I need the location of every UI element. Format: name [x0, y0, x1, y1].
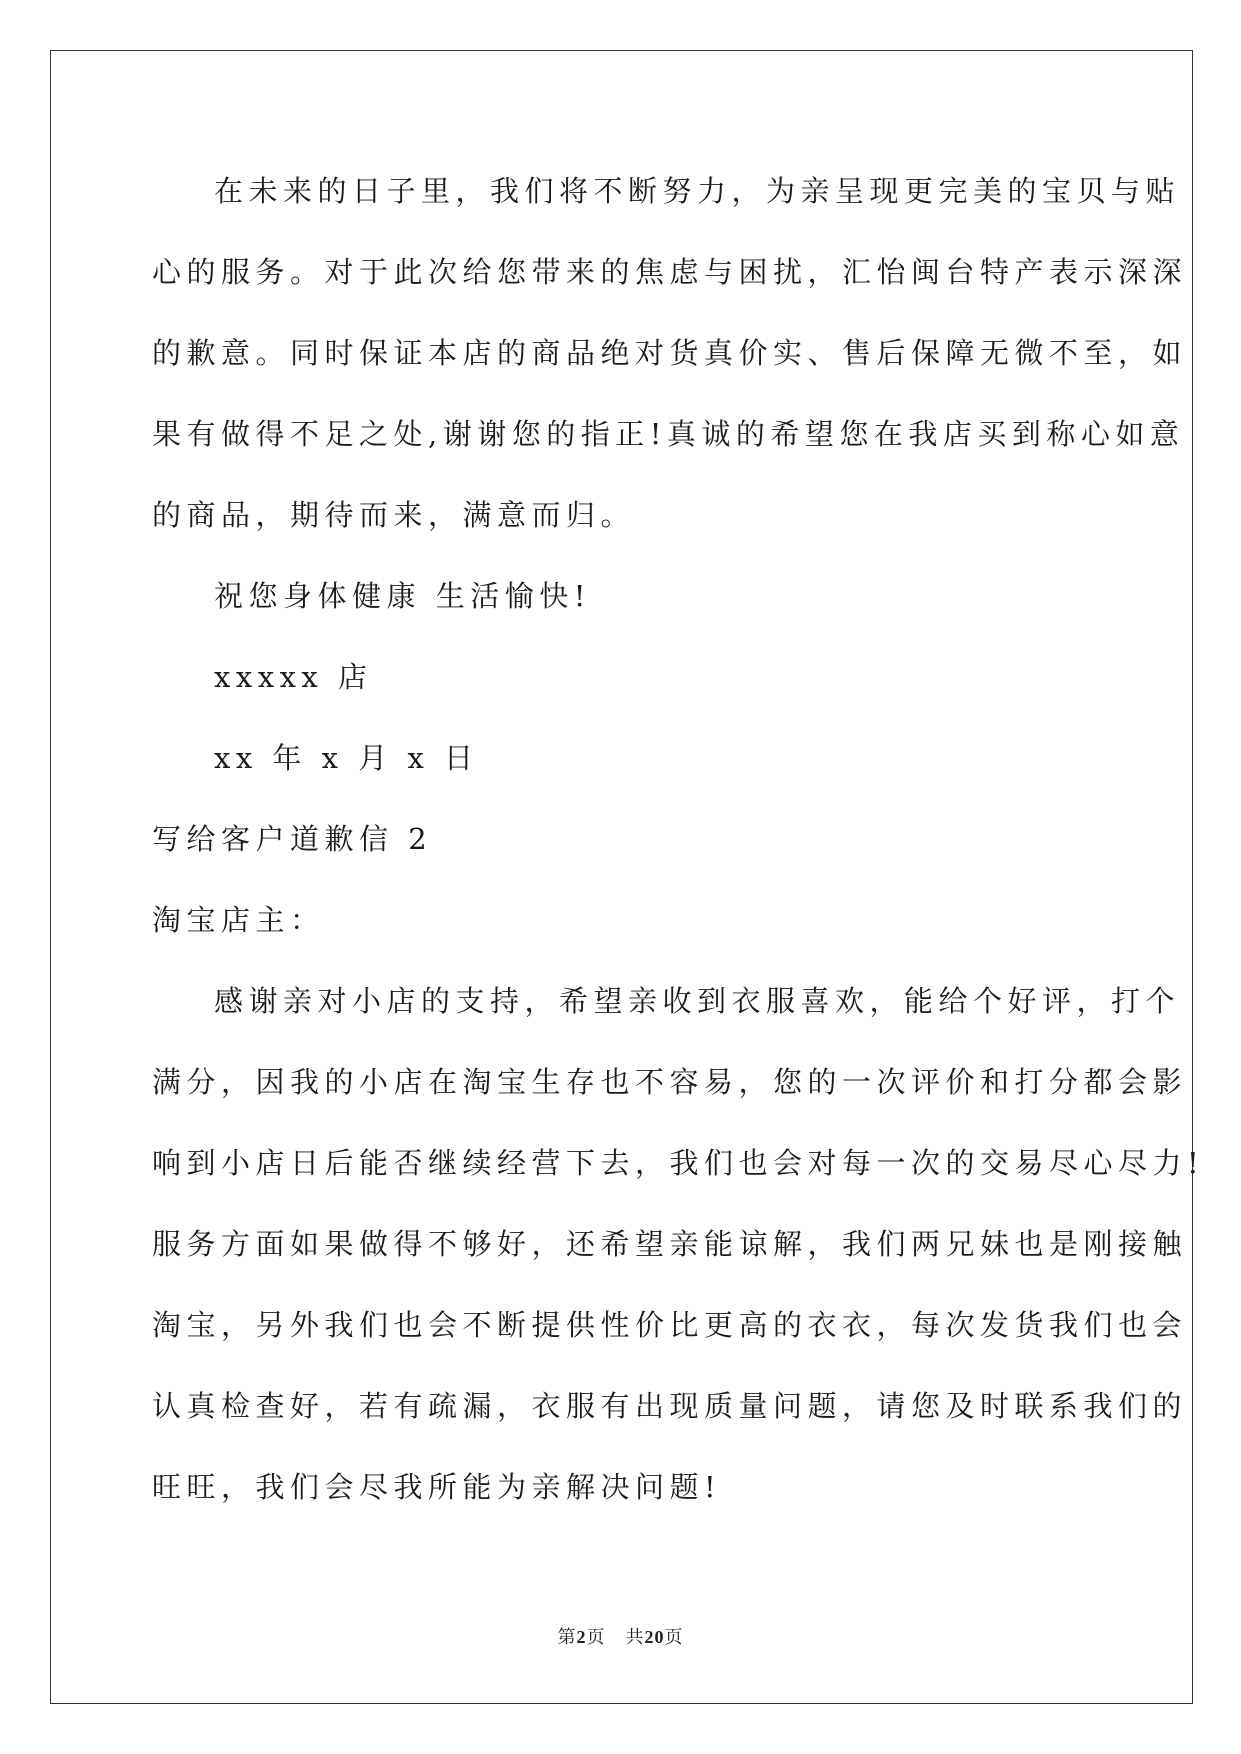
- paragraph-1-line-1: 在未来的日子里，我们将不断努力，为亲呈现更完美的宝贝与贴: [214, 174, 1181, 208]
- page-footer: [0, 1625, 1241, 1650]
- paragraph-2-line-4: 服务方面如果做得不够好，还希望亲能谅解，我们两兄妹也是刚接触: [152, 1227, 1188, 1261]
- paragraph-1-line-4: 果有做得不足之处,谢谢您的指正!真诚的希望您在我店买到称心如意: [152, 417, 1185, 451]
- total-pages: 20: [644, 1627, 665, 1647]
- page-suffix: 页: [586, 1627, 606, 1648]
- paragraph-1-line-5: 的商品，期待而来，满意而归。: [152, 498, 636, 532]
- page-prefix: 第: [557, 1627, 577, 1648]
- salutation: 淘宝店主：: [152, 903, 325, 937]
- total-prefix: 共: [625, 1627, 645, 1648]
- paragraph-1-line-2: 心的服务。对于此次给您带来的焦虑与困扰，汇怡闽台特产表示深深: [152, 255, 1188, 289]
- paragraph-1-line-3: 的歉意。同时保证本店的商品绝对货真价实、售后保障无微不至，如: [152, 336, 1188, 370]
- paragraph-2-line-6: 认真检查好，若有疏漏，衣服有出现质量问题，请您及时联系我们的: [152, 1389, 1188, 1423]
- paragraph-2-line-3: 响到小店日后能否继续经营下去，我们也会对每一次的交易尽心尽力!: [152, 1146, 1205, 1180]
- paragraph-2-line-1: 感谢亲对小店的支持，希望亲收到衣服喜欢，能给个好评，打个: [214, 984, 1181, 1018]
- signature-date: xx 年 x 月 x 日: [214, 741, 479, 775]
- paragraph-2-line-2: 满分，因我的小店在淘宝生存也不容易，您的一次评价和打分都会影: [152, 1065, 1188, 1099]
- page-border: [50, 50, 1193, 1704]
- section-title: 写给客户道歉信 2: [152, 822, 433, 856]
- signature-shop: xxxxx 店: [214, 660, 373, 694]
- total-suffix: 页: [664, 1627, 684, 1648]
- paragraph-2-line-7: 旺旺，我们会尽我所能为亲解决问题!: [152, 1470, 722, 1504]
- paragraph-2-line-5: 淘宝，另外我们也会不断提供性价比更高的衣衣，每次发货我们也会: [152, 1308, 1188, 1342]
- page-number: 2: [576, 1627, 587, 1647]
- closing-wish: 祝您身体健康 生活愉快!: [214, 579, 591, 613]
